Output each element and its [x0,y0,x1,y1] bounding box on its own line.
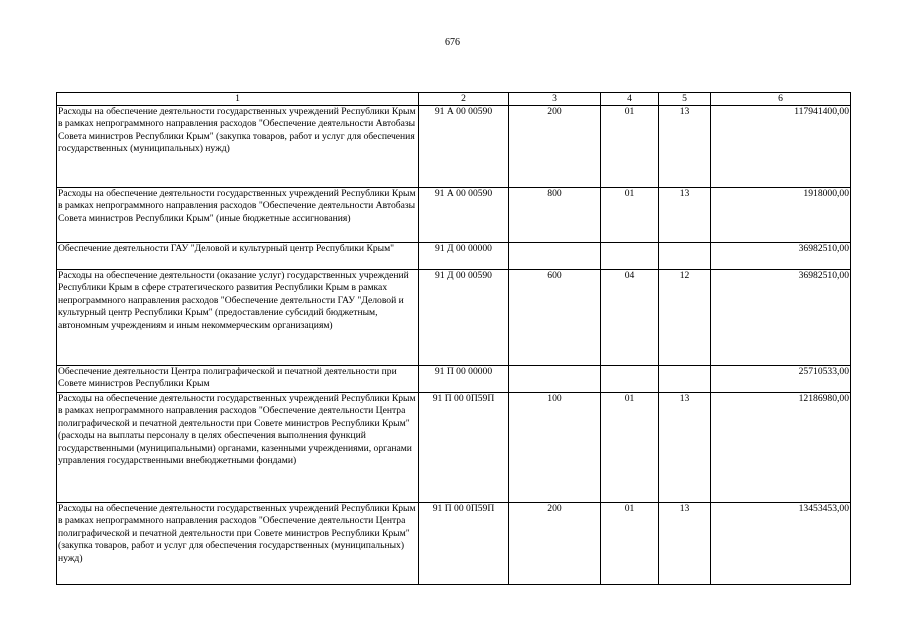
row-target-code: 91 П 00 0П59П [419,503,509,585]
row-section [601,243,659,270]
table-row [57,503,851,585]
row-subsection: 12 [659,270,711,366]
row-target-code: 91 А 00 00590 [419,106,509,188]
row-subsection: 13 [659,503,711,585]
column-header-3: 3 [509,93,601,106]
column-header-4: 4 [601,93,659,106]
row-expense-type: 600 [509,270,601,366]
table-row [57,393,851,503]
row-target-code: 91 П 00 0П59П [419,393,509,503]
row-subsection [659,243,711,270]
row-expense-type: 800 [509,188,601,243]
row-expense-type: 200 [509,503,601,585]
header-row [57,93,851,106]
row-amount: 12186980,00 [711,393,851,503]
row-section: 01 [601,106,659,188]
table-row [57,106,851,188]
table-row [57,243,851,270]
row-amount: 1918000,00 [711,188,851,243]
row-section: 01 [601,188,659,243]
row-description: Расходы на обеспечение деятельности (оказание услуг) государственных учреждений Республики Крым в сфере стратегического развития Республики Крым в рамках непрограммного направления расходов "Обеспечение деятельности ГАУ "Деловой и культурный центр Республики Крым" (предоставление субсидий бюджетным, автономным учреждениям и иным некоммерческим организациям) [57,270,419,366]
row-description: Расходы на обеспечение деятельности государственных учреждений Республики Крым в рамках непрограммного направления расходов "Обеспечение деятельности Центра полиграфической и печатной деятельности при Совете министров Республики Крым" (расходы на выплаты персоналу в целях обеспечения выполнения функций государственными (муниципальными) органами, казенными учреждениями, органами управления государственными внебюджетными фондами) [57,393,419,503]
row-description: Расходы на обеспечение деятельности государственных учреждений Республики Крым в рамках непрограммного направления расходов "Обеспечение деятельности Автобазы Совета министров Республики Крым" (иные бюджетные ассигнования) [57,188,419,243]
row-description: Обеспечение деятельности Центра полиграфической и печатной деятельности при Совете министров Республики Крым [57,366,419,393]
row-subsection: 13 [659,188,711,243]
table-row [57,366,851,393]
row-target-code: 91 П 00 00000 [419,366,509,393]
row-amount: 13453453,00 [711,503,851,585]
row-target-code: 91 Д 00 00590 [419,270,509,366]
row-target-code: 91 Д 00 00000 [419,243,509,270]
row-section [601,366,659,393]
row-amount: 36982510,00 [711,243,851,270]
row-expense-type [509,243,601,270]
row-section: 04 [601,270,659,366]
row-amount: 25710533,00 [711,366,851,393]
budget-table [56,92,851,585]
row-expense-type [509,366,601,393]
column-header-1: 1 [57,93,419,106]
table-row [57,188,851,243]
page-number: 676 [445,37,460,48]
row-expense-type: 200 [509,106,601,188]
column-header-2: 2 [419,93,509,106]
row-section: 01 [601,503,659,585]
row-description: Расходы на обеспечение деятельности государственных учреждений Республики Крым в рамках непрограммного направления расходов "Обеспечение деятельности Автобазы Совета министров Республики Крым" (закупка товаров, работ и услуг для обеспечения государственных (муниципальных) нужд) [57,106,419,188]
row-expense-type: 100 [509,393,601,503]
row-target-code: 91 А 00 00590 [419,188,509,243]
row-subsection: 13 [659,106,711,188]
row-section: 01 [601,393,659,503]
row-amount: 36982510,00 [711,270,851,366]
row-amount: 117941400,00 [711,106,851,188]
row-description: Обеспечение деятельности ГАУ "Деловой и культурный центр Республики Крым" [57,243,419,270]
column-header-6: 6 [711,93,851,106]
row-subsection: 13 [659,393,711,503]
table-row [57,270,851,366]
row-description: Расходы на обеспечение деятельности государственных учреждений Республики Крым в рамках непрограммного направления расходов "Обеспечение деятельности Центра полиграфической и печатной деятельности при Совете министров Республики Крым" (закупка товаров, работ и услуг для обеспечения государственных (муниципальных) нужд) [57,503,419,585]
row-subsection [659,366,711,393]
column-header-5: 5 [659,93,711,106]
